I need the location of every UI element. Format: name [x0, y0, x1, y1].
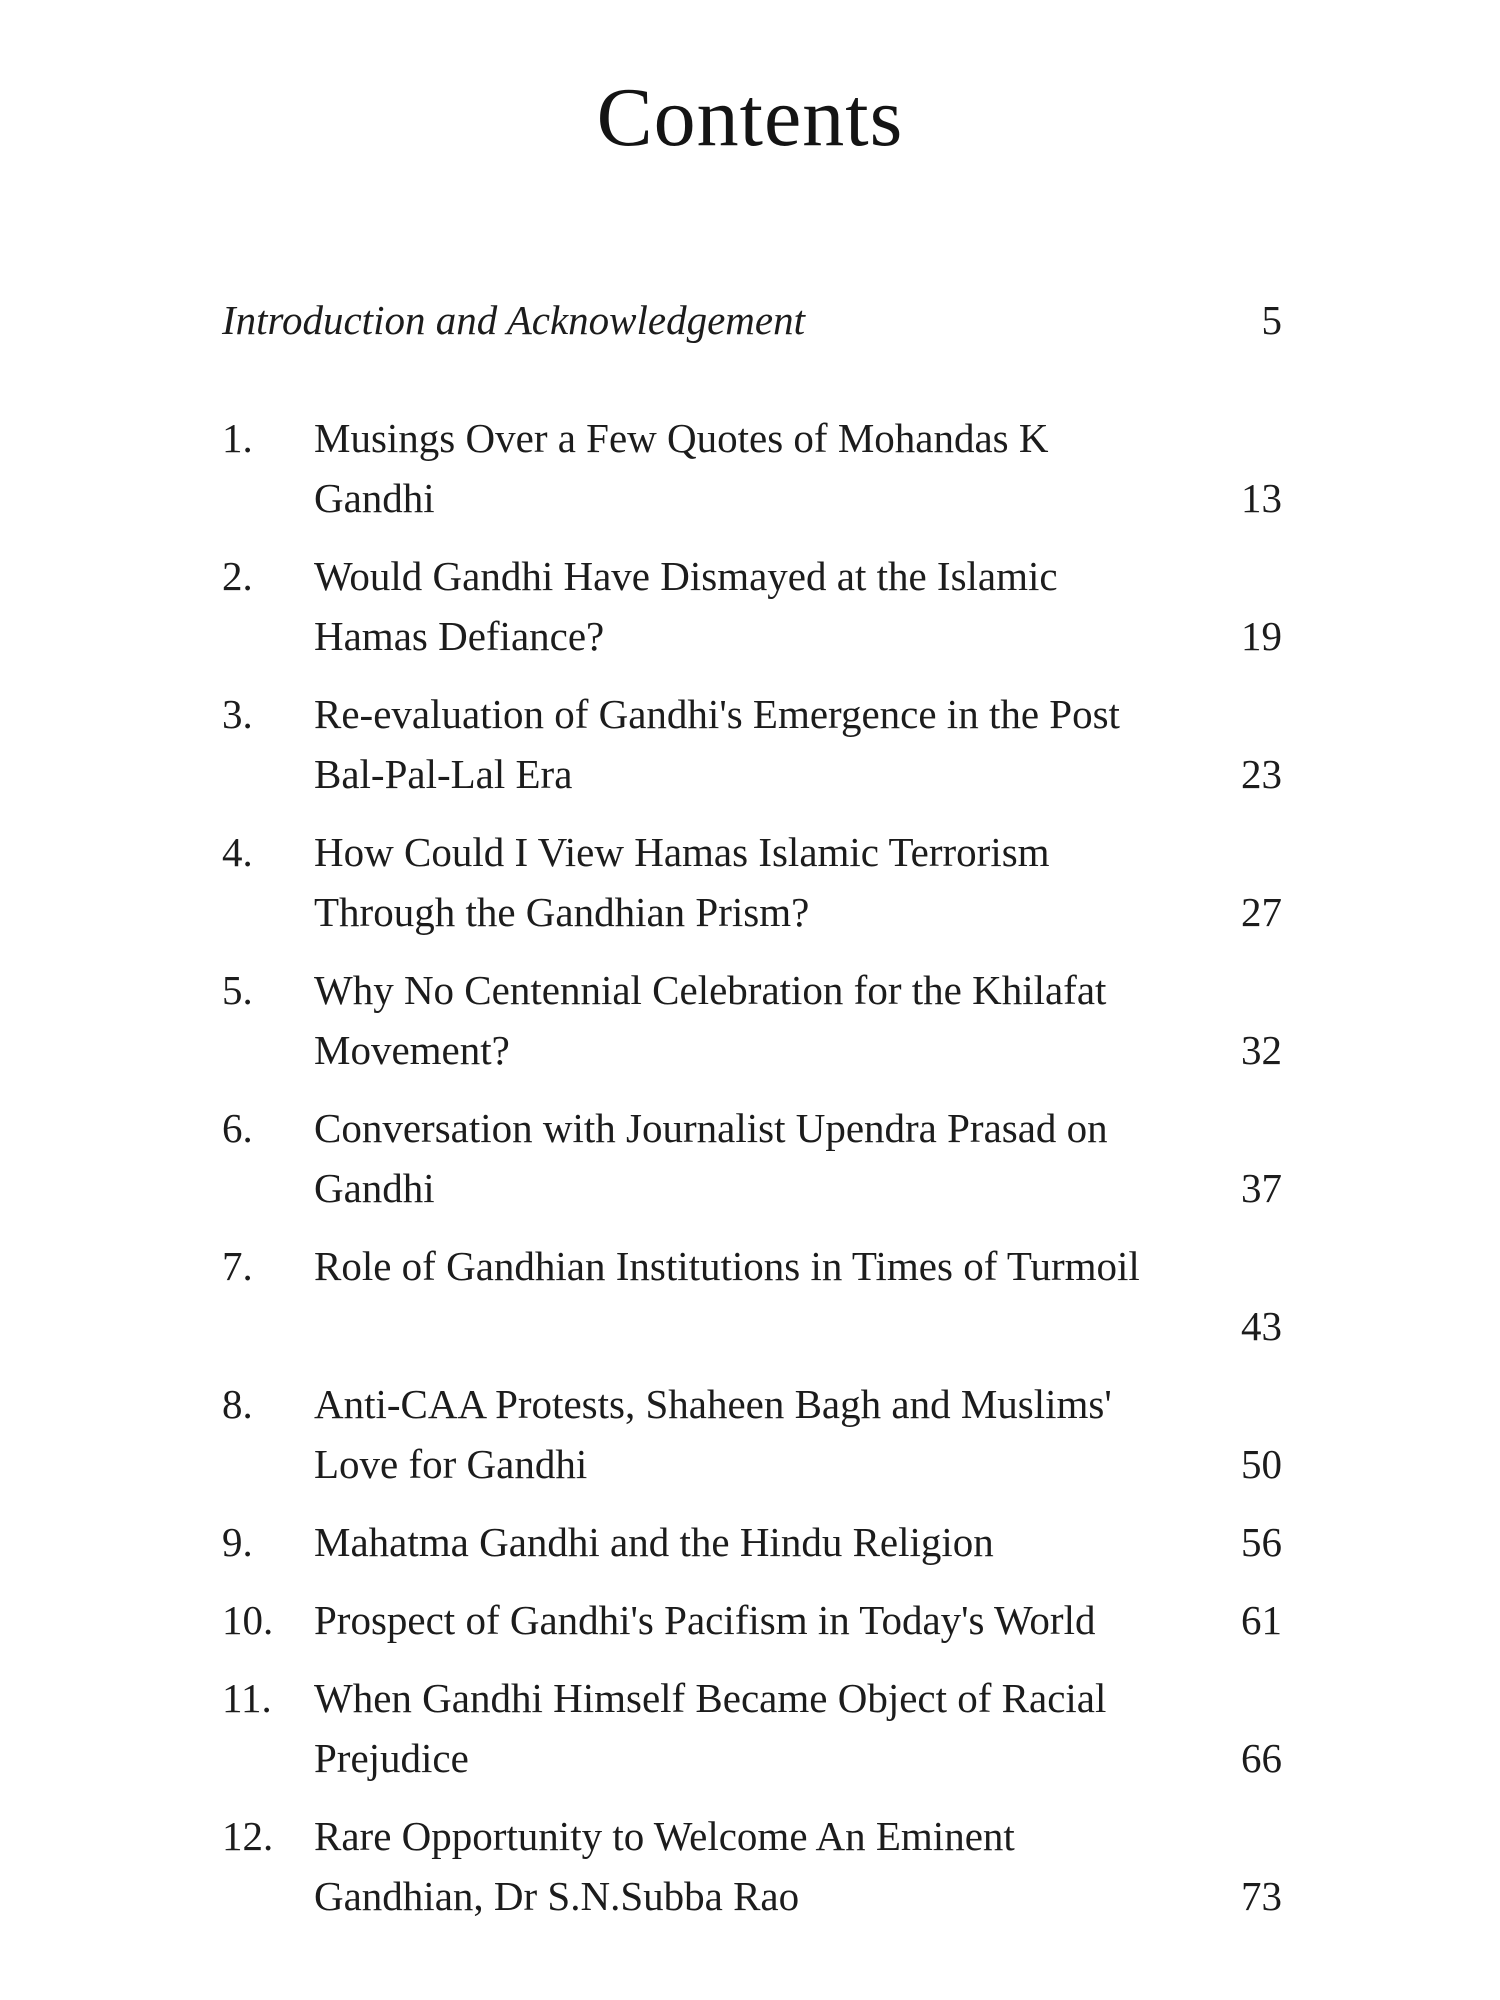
toc-entry-number: 5.: [222, 967, 253, 1013]
toc-entry-page: 61: [1241, 1597, 1282, 1643]
toc-entry-number: 1.: [222, 415, 253, 461]
toc-entry-number: 6.: [222, 1105, 253, 1151]
page-title: Contents: [596, 71, 904, 164]
toc-entry-page: 73: [1241, 1873, 1282, 1919]
toc-entry: [222, 1590, 1282, 1668]
toc-entry: [222, 1236, 1282, 1374]
toc-entry-title: How Could I View Hamas Islamic Terrorism Through the Gandhian Prism?: [314, 829, 1050, 935]
toc-entry-number: 9.: [222, 1519, 253, 1565]
toc-intro-page: 5: [1261, 297, 1282, 343]
toc-entry-number: 10.: [222, 1597, 274, 1643]
toc-entry-title: Rare Opportunity to Welcome An Eminent Gandhian, Dr S.N.Subba Rao: [314, 1813, 1015, 1919]
toc-entry-title: Conversation with Journalist Upendra Prasad on Gandhi: [314, 1105, 1108, 1211]
toc-entry-page: 37: [1241, 1165, 1282, 1211]
toc-entry-page: 27: [1241, 889, 1282, 935]
toc-entry: [222, 1806, 1282, 1944]
toc-entry: [222, 408, 1282, 546]
toc-entry-page: 43: [1241, 1303, 1282, 1349]
toc-entry-page: 56: [1241, 1519, 1282, 1565]
toc-entry-page: 32: [1241, 1027, 1282, 1073]
toc-entry-page: 50: [1241, 1441, 1282, 1487]
toc-list: [222, 408, 1282, 1944]
toc-entry: [222, 960, 1282, 1098]
toc-entry-title: Prospect of Gandhi's Pacifism in Today's World: [314, 1597, 1096, 1643]
toc-intro-entry: [222, 290, 1282, 350]
toc-entry-title: Would Gandhi Have Dismayed at the Islamic Hamas Defiance?: [314, 553, 1058, 659]
toc-entry-page: 23: [1241, 751, 1282, 797]
toc-entry: [222, 684, 1282, 822]
toc-entry-number: 11.: [222, 1675, 272, 1721]
toc-entry-number: 7.: [222, 1243, 253, 1289]
toc-entry-title: Role of Gandhian Institutions in Times of Turmoil: [314, 1243, 1140, 1289]
toc-entry-number: 3.: [222, 691, 253, 737]
toc-entry: [222, 1098, 1282, 1236]
toc-entry-title: Musings Over a Few Quotes of Mohandas K Gandhi: [314, 415, 1049, 521]
toc-entry: [222, 1374, 1282, 1512]
toc-entry-title: Why No Centennial Celebration for the Khilafat Movement?: [314, 967, 1107, 1073]
toc-entry: [222, 546, 1282, 684]
toc-entry-title: When Gandhi Himself Became Object of Racial Prejudice: [314, 1675, 1107, 1781]
toc-entry: [222, 1668, 1282, 1806]
toc-entry-page: 13: [1241, 475, 1282, 521]
toc-entry-number: 12.: [222, 1813, 274, 1859]
toc-entry-title: Anti-CAA Protests, Shaheen Bagh and Muslims' Love for Gandhi: [314, 1381, 1112, 1487]
toc-entry-number: 2.: [222, 553, 253, 599]
toc-entry-page: 66: [1241, 1735, 1282, 1781]
toc-entry: [222, 1512, 1282, 1590]
toc-entry-title: Re-evaluation of Gandhi's Emergence in the Post Bal-Pal-Lal Era: [314, 691, 1120, 797]
toc-entry-page: 19: [1241, 613, 1282, 659]
toc-entry-number: 8.: [222, 1381, 253, 1427]
toc-entry-number: 4.: [222, 829, 253, 875]
toc-entry: [222, 822, 1282, 960]
toc-entry-title: Mahatma Gandhi and the Hindu Religion: [314, 1519, 994, 1565]
toc-intro-title: Introduction and Acknowledgement: [222, 297, 805, 343]
